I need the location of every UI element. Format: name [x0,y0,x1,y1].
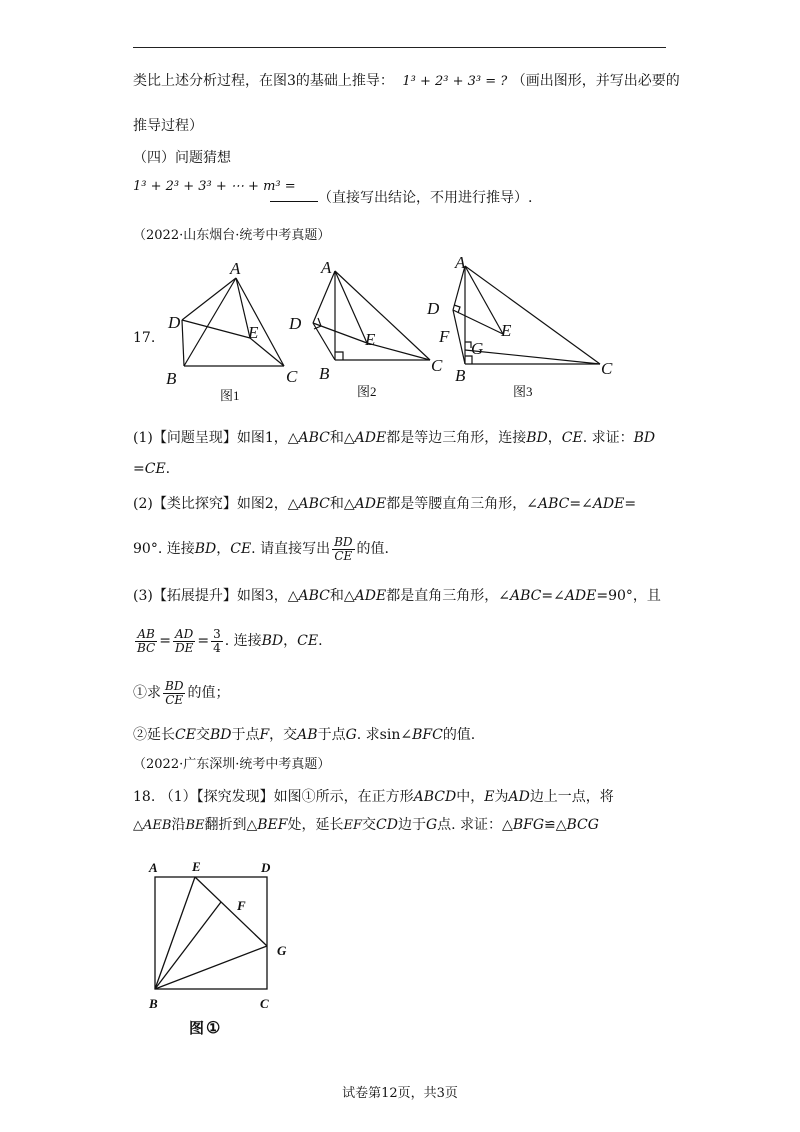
text: 都是直角三角形，∠ [386,588,510,604]
figure-2 [285,255,445,400]
sym-BD: BD [261,633,284,650]
text-line-1 [133,73,680,90]
text: = [624,496,637,512]
fraction-BD-CE [332,536,354,562]
text: 类比上述分析过程，在图 [133,73,287,89]
label-G: G [471,339,484,358]
sym-F: F [259,727,270,743]
label-C: C [260,996,269,1011]
sym-BD: BD [209,727,232,743]
numerator: AD [173,628,195,642]
sym-G: G [425,817,438,833]
text: ， [547,430,562,446]
label-F: F [237,898,246,913]
text: 中， [456,789,485,805]
label-C: C [431,356,443,375]
denominator: DE [174,640,194,655]
sym-AB: AB [297,727,318,743]
sym-ABC: ABC [537,496,570,512]
q17-part-2 [133,496,636,513]
text: 翻折到△ [204,817,258,833]
sym-CE: CE [175,727,196,743]
text: 18. （1）【探究发现】如图①所示，在正方形 [133,789,414,805]
question-number-17: 17. [133,330,156,346]
q17-part-2-cont [133,536,389,562]
figure-2-caption: 图2 [357,384,377,399]
text: ，交 [269,727,298,743]
text: . [318,633,323,650]
text: 都是等腰直角三角形，∠ [386,496,538,512]
page-footer: 试卷第12页，共3页 [342,1086,458,1101]
source-label: （2022·山东烟台·统考中考真题） [133,228,331,243]
text: 90°. 连接 [133,541,195,558]
sym-CE: CE [297,633,319,650]
sym-BFC: BFC [412,727,443,743]
text: ①求 [133,685,161,702]
sym-CD: CD [376,817,398,833]
label-A: A [230,259,241,278]
text: 为 [494,789,509,805]
text: . 连接 [224,633,262,650]
text: = [159,633,171,650]
text: （画出图形，并写出必要的 [511,73,680,89]
sym-CE: CE [144,461,166,477]
sym-ABC: ABC [509,588,542,604]
text: . 求 [356,727,380,743]
sym-BFG: BFG [512,817,544,833]
sym-ADE: ADE [592,496,625,512]
text: . 求证： [582,430,634,446]
label-G: G [277,943,287,958]
text: =∠ [541,588,565,604]
text: 边于 [397,817,426,833]
text: 的基础上推导： [295,73,394,89]
sym-ABCD: ABCD [413,789,457,805]
sym-ADE: ADE [354,430,387,446]
label-D: D [289,314,302,333]
text: sin∠ [379,727,413,743]
text: 的值； [187,685,230,702]
text: (2)【类比探究】如图2，△ [133,496,299,512]
sym-ADE: ADE [564,588,597,604]
section-heading: （四）问题猜想 [133,150,231,166]
answer-blank[interactable] [270,189,318,202]
label-E: E [501,321,512,340]
label-B: B [166,369,177,388]
numerator: AB [135,628,157,642]
sym-BD: BD [633,430,656,446]
source-label: （2022·广东深圳·统考中考真题） [133,757,331,772]
text: △ [133,818,143,833]
sym-BE: BE [185,818,205,833]
formula-sum-cubes: 1³ + 2³ + 3³ = ? [402,74,508,89]
text: ， [216,541,231,558]
sym-ADE: ADE [354,588,387,604]
text: ≌△ [544,817,567,833]
text: . 请直接写出 [251,541,331,558]
text: 于点 [231,727,260,743]
sym-ABC: ABC [298,496,330,512]
sym-CE: CE [561,430,583,446]
sym-BD: BD [526,430,548,446]
numerator: BD [165,679,184,693]
figure-18-caption: 图 [189,1021,205,1037]
q17-part-3-sub-1 [133,680,229,706]
numerator: BD [334,535,353,549]
label-E: E [248,323,259,342]
label-C: C [286,367,298,386]
text: 和△ [329,430,355,446]
sym-E: E [484,789,495,805]
text: 点. 求证：△ [437,817,513,833]
text: 和△ [329,588,355,604]
text: 沿 [171,817,186,833]
text: (3)【拓展提升】如图3，△ [133,588,299,604]
text: (1)【问题呈现】如图1，△ [133,430,299,446]
sym-EF: EF [343,818,363,833]
text-line-2: 推导过程） [133,118,203,134]
q18-line-1 [133,789,614,806]
text: = [197,633,210,650]
figure-1-caption: 图1 [220,388,240,403]
sym-ABC: ABC [298,588,330,604]
text: = [133,461,145,477]
figure-18-caption-mark: ① [206,1020,221,1037]
text: ， [283,633,298,650]
text: 交 [362,817,377,833]
q17-part-1-cont [133,461,170,478]
figure-1 [162,258,302,403]
label-D: D [427,299,440,318]
denominator: CE [334,548,353,563]
fraction-AD-DE [173,628,195,654]
sym-G: G [345,727,357,743]
text: 3 [287,73,296,89]
denominator: BC [137,640,156,655]
sym-AEB: AEB [143,818,172,833]
denominator: CE [165,692,184,707]
label-B: B [319,364,330,383]
answer-line [270,189,532,207]
formula-sum-cubes-m: 1³ + 2³ + 3³ + ⋯ + m³ = [133,179,296,194]
text: 和△ [329,496,355,512]
sym-ADE: ADE [354,496,387,512]
q17-part-3-ratio [133,628,323,654]
figure-3 [425,252,615,402]
sym-ABC: ABC [298,430,330,446]
text: 于点 [317,727,346,743]
label-B: B [149,996,158,1011]
label-D: D [261,860,271,875]
q17-part-3 [133,588,661,605]
sym-AD: AD [508,789,530,805]
text: 都是等边三角形，连接 [386,430,527,446]
label-B: B [455,366,466,385]
label-E: E [365,330,376,349]
text: 处，延长 [287,817,344,833]
q18-line-2 [133,817,599,834]
sym-BEF: BEF [257,817,288,833]
label-E: E [192,859,201,874]
q17-part-1 [133,430,655,447]
sym-CE: CE [230,541,252,558]
q17-part-3-sub-2 [133,727,475,744]
label-A: A [149,860,158,875]
figure-3-caption: 图3 [513,384,533,399]
text: ②延长 [133,727,175,743]
label-A: A [455,253,466,272]
fraction-BD-CE [163,680,185,706]
label-F: F [439,327,450,346]
text: （直接写出结论，不用进行推导）. [318,190,533,206]
denominator: 4 [213,640,221,655]
text: . [165,461,171,477]
label-C: C [601,359,613,378]
text: 交 [195,727,210,743]
figure-18 [143,855,303,1045]
text: =90°，且 [596,588,661,604]
text: 边上一点，将 [529,789,614,805]
sym-BCG: BCG [566,817,599,833]
label-D: D [168,313,181,332]
text: 的值. [442,727,476,743]
header-rule [133,47,666,48]
label-A: A [321,258,332,277]
text: 的值. [356,541,389,558]
fraction-3-4 [211,628,223,654]
text: =∠ [569,496,593,512]
fraction-AB-BC [135,628,157,654]
numerator: 3 [213,627,221,641]
sym-BD: BD [194,541,217,558]
